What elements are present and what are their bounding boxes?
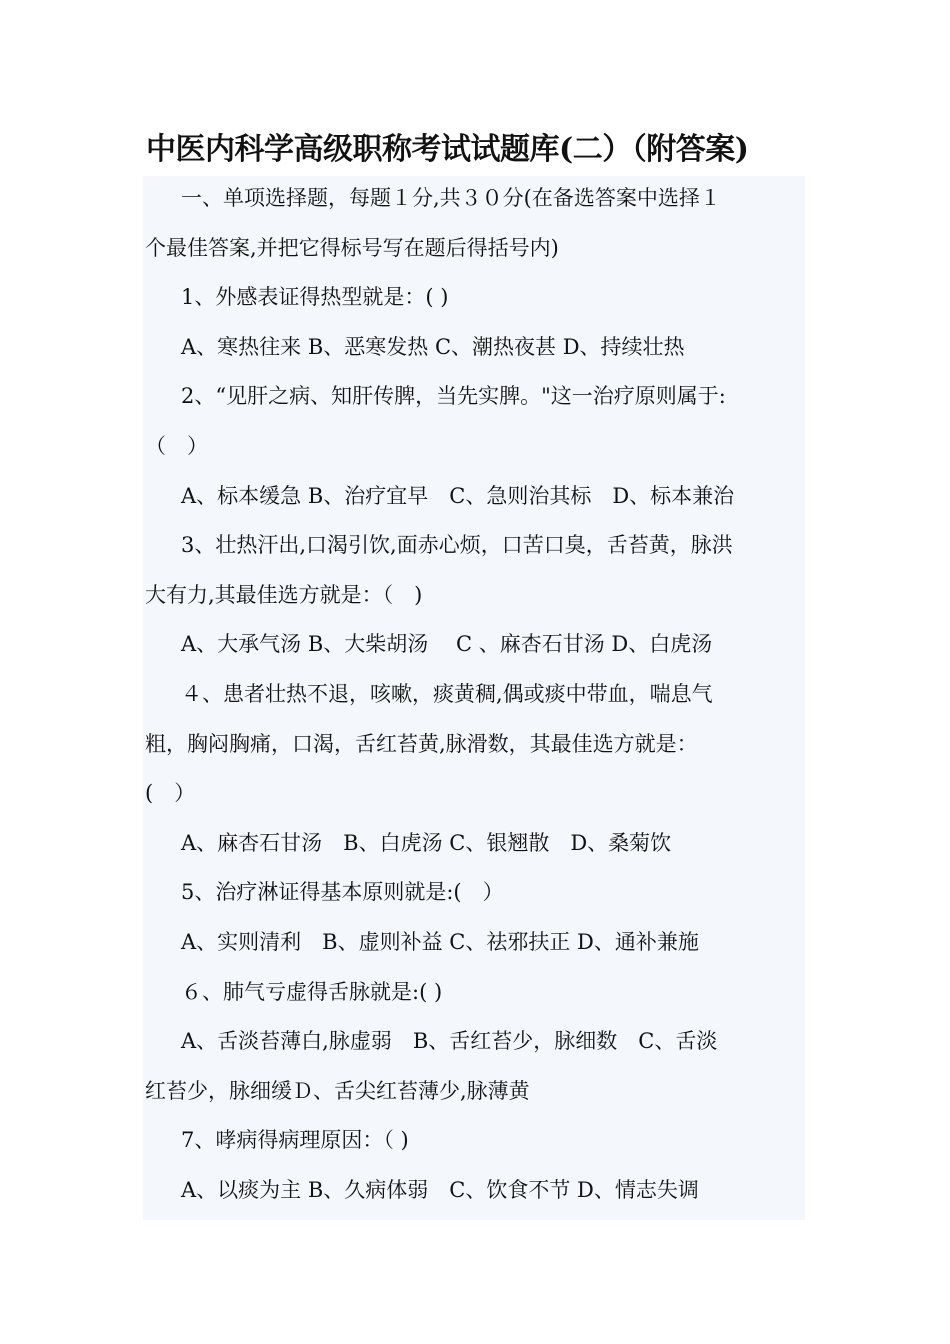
text-line: A、麻杏石甘汤 B、白虎汤 C、银翘散 D、桑菊饮 [181, 830, 672, 855]
text-line: ( ） [145, 781, 196, 806]
text-line: 个最佳答案,并把它得标号写在题后得括号内) [145, 235, 559, 260]
text-line: ４、患者壮热不退，咳嗽，痰黄稠,偶或痰中带血，喘息气 [181, 682, 713, 706]
text-line: A、以痰为主 B、久病体弱 C、饮食不节 D、情志失调 [181, 1178, 699, 1202]
document-title: 中医内科学高级职称考试试题库(二）（附答案) [146, 132, 749, 167]
text-line: 3、壮热汗出,口渴引饮,面赤心烦，口苦口臭，舌苔黄，脉洪 [181, 533, 733, 558]
text-line: ６、肺气亏虚得舌脉就是:( ) [181, 979, 443, 1004]
text-line: A、寒热往来 B、恶寒发热 C、潮热夜甚 D、持续壮热 [181, 334, 685, 359]
question-body [143, 176, 805, 1220]
text-line: 2、“见肝之病、知肝传脾，当先实脾。"这一治疗原则属于: [181, 384, 726, 409]
text-line: A、实则清利 B、虚则补益 C、祛邪扶正 D、通补兼施 [181, 930, 699, 954]
text-line: 7、哮病得病理原因：（ ) [181, 1128, 409, 1153]
text-line: 粗，胸闷胸痛，口渴，舌红苔黄,脉滑数，其最佳选方就是： [145, 731, 698, 756]
text-line: 5、治疗淋证得基本原则就是:( ） [181, 880, 504, 905]
text-line: A、标本缓急 B、治疗宜早 C、急则治其标 D、标本兼治 [181, 483, 735, 508]
text-line: 大有力,其最佳选方就是：（ ) [145, 582, 423, 607]
text-line: A、大承气汤 B、大柴胡汤 C 、麻杏石甘汤 D、白虎汤 [181, 632, 713, 657]
text-line: 一、单项选择题，每题１分,共３０分(在备选答案中选择１ [181, 186, 721, 210]
text-line: A、舌淡苔薄白,脉虚弱 B、舌红苔少，脉细数 C、舌淡 [181, 1029, 718, 1054]
text-line: （ ） [145, 434, 208, 458]
text-line: 1、外感表证得热型就是：( ) [181, 285, 449, 310]
text-line: 红苔少，脉细缓Ｄ、舌尖红苔薄少,脉薄黄 [145, 1078, 530, 1103]
